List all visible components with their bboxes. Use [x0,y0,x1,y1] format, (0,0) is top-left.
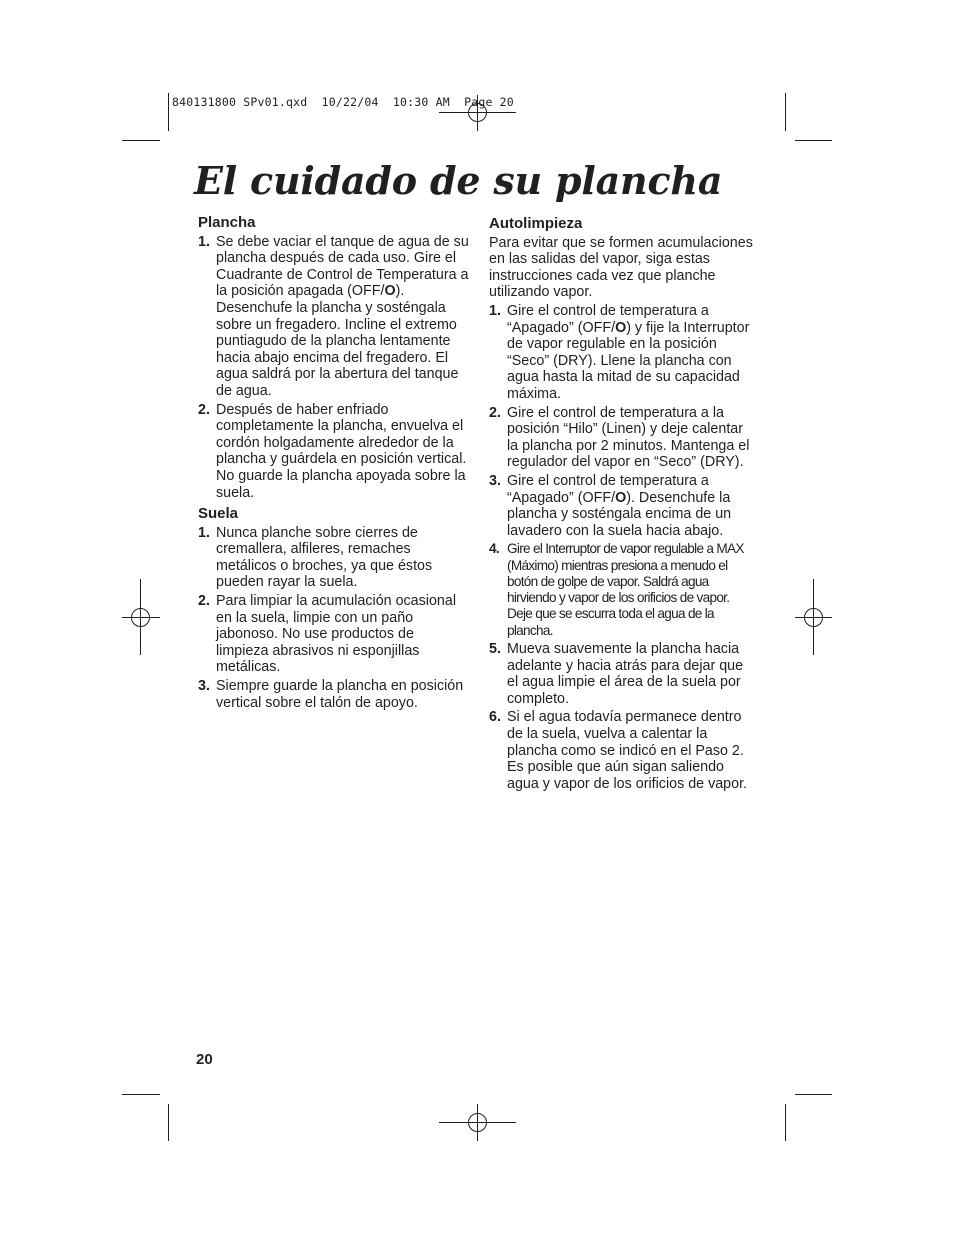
item-number: 3. [489,472,501,489]
item-text: Gire el control de temperatura a “Apagado” (OFF/ [507,472,709,506]
item-text: Para limpiar la acumulación ocasional en la suela, limpie con un paño jabonoso. No use productos de limpieza abrasivos ni esponjillas metálicas. [216,593,456,676]
item-number: 2. [489,404,501,421]
item-text: Gire el Interruptor de vapor regulable a MAX (Máximo) mientras presiona a menudo el botón de golpe de vapor. Saldrá agua hirviendo y vapor de los orificios de vapor. Deje que se escurra toda el agua de la plancha. [507,541,744,638]
list-item [489,405,757,471]
item-number: 3. [198,678,210,695]
registration-target-bottom [439,1104,516,1141]
off-symbol: O [384,283,396,300]
item-text: Mueva suavemente la plancha hacia adelante y hacia atrás para dejar que el agua limpie el área de la suela por completo. [507,641,744,707]
file-slug-line: 840131800 SPv01.qxd 10/22/04 10:30 AM Page 20 [172,95,514,109]
list-item [198,402,470,502]
list-item [489,541,757,639]
list-item [489,473,757,539]
list-item [198,525,470,591]
page-number: 20 [196,1051,213,1068]
registration-target-right [795,579,832,655]
list-item [489,303,757,403]
section-intro: Para evitar que se formen acumulaciones en las salidas del vapor, siga estas instrucciones cada vez que planche utilizando vapor. [489,234,753,301]
list-item [489,641,757,707]
item-number: 4. [489,541,499,557]
item-text-cont: ) y fije la Interruptor de vapor regulable en la posición “Seco” (DRY). Llene la plancha con agua hasta la mitad de su capacidad máxima. [507,319,750,402]
list-item [489,709,757,792]
item-text: Gire el control de temperatura a la posición “Hilo” (Linen) y deje calentar la plancha por 2 minutos. Mantenga el regulador del vapor en “Seco” (DRY). [507,404,750,471]
item-text: Después de haber enfriado completamente la plancha, envuelva el cordón holgadamente alrededor de la plancha y guárdela en posición vertical. No guarde la plancha apoyada sobre la suela. [216,401,467,501]
item-number: 1. [489,302,501,319]
off-symbol: O [615,319,627,336]
section-heading-suela: Suela [198,505,239,523]
registration-target-left [122,579,160,655]
left-column [198,215,470,713]
item-text: Si el agua todavía permanece dentro de la suela, vuelva a calentar la plancha como se indicó en el Paso 2. Es posible que aún sigan saliendo agua y vapor de los orificios de vapor. [507,709,748,792]
item-number: 6. [489,709,501,726]
item-number: 2. [198,593,210,610]
right-column [489,216,757,794]
item-text-cont: ). Desenchufe la plancha y sosténgala sobre un fregadero. Incline el extremo puntiagudo de la plancha lentamente hacia abajo encima del fregadero. El agua saldrá por la abertura del tanque de agua. [216,283,459,399]
section-heading-autolimpieza: Autolimpieza [489,215,583,232]
item-number: 1. [198,233,210,250]
section-heading-plancha: Plancha [198,214,256,231]
item-number: 5. [489,641,501,658]
page-title: El cuidado de su plancha [194,158,723,203]
list-item [198,593,470,676]
list-item [198,678,470,711]
item-text: Siempre guarde la plancha en posición vertical sobre el talón de apoyo. [216,678,464,711]
item-number: 2. [198,401,210,418]
item-text: Nunca planche sobre cierres de cremallera, alfileres, remaches metálicos o broches, ya que éstos pueden rayar la suela. [216,524,433,591]
off-symbol: O [615,489,627,506]
list-item [198,234,470,400]
item-text-cont: ). Desenchufe la plancha y sosténgala encima de un lavadero con la suela hacia abajo. [507,489,732,539]
item-text: Gire el control de temperatura a “Apagado” (OFF/ [507,302,709,336]
item-text: Se debe vaciar el tanque de agua de su plancha después de cada uso. Gire el Cuadrante de Control de Temperatura a la posición apagada (OFF/ [216,233,469,300]
item-number: 1. [198,524,210,541]
